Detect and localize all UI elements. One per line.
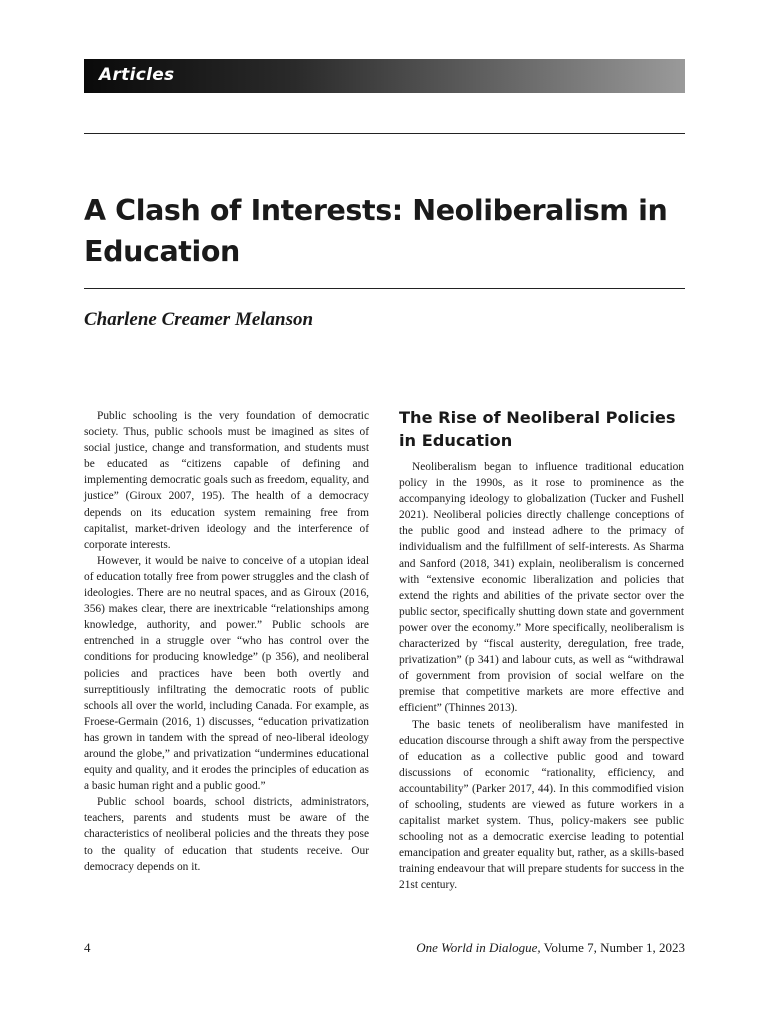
body-paragraph: However, it would be naive to conceive of a utopian ideal of education totally free from power struggles and the clash of ideologies. There are no neutral spaces, and as Giroux (2016, 356) makes clear, there are inextricable “relationships among knowledge, authority, and power.” Public schools are entrenched in a struggle over “who has control over the conditions for producing knowledge” (p 356), and neoliberal policies and practices have been both overtly and surreptitiously infiltrating the democratic roots of public schools all over the world, including Canada. For example, as Froese-Germain (2016, 1) discusses, “education privatization has grown in tandem with the spread of neo-liberal ideology around the globe,” and privatization “undermines educational equity and quality, and it erodes the principles of education as a basic human right and a public good.” [84,554,369,793]
article-title: A Clash of Interests: Neoliberalism in Education [84,194,668,268]
body-paragraph: Public school boards, school districts, administrators, teachers, parents and students must be aware of the characteristics of neoliberal policies and the threats they pose to the quality of education that students receive. Our democracy depends on it. [84,796,369,873]
title-divider [84,288,685,289]
left-column [84,408,369,875]
page-number: 4 [84,940,91,955]
journal-issue: Volume 7, Number 1, 2023 [540,940,685,955]
top-divider [84,133,685,134]
journal-name: One World in Dialogue, [416,940,541,955]
section-banner [84,59,685,93]
right-column [399,408,684,894]
body-paragraph: The basic tenets of neoliberalism have manifested in education discourse through a shift away from the perspective of education as a collective public good and toward discussions of economic “rationality, efficiency, and accountability” (Parker 2017, 44). In this commodified vision of schooling, students are viewed as future workers in a capitalist market system. Thus, policy-makers see public schooling not as a democratic exercise leading to potential emancipation and greater equality but, rather, as a skills-based training endeavour that will prepare students for success in the 21st century. [399,718,684,892]
body-paragraph: Public schooling is the very foundation of democratic society. Thus, public schools must be imagined as sites of social justice, change and transformation, and students must be educated as “citizens capable of defining and implementing democratic goals such as freedom, equality, and justice” (Giroux 2007, 195). The health of a democracy depends on its education system remaining free from capitalist, market-driven ideology and the interference of corporate interests. [84,410,369,551]
journal-citation [416,940,685,956]
article-author: Charlene Creamer Melanson [84,309,314,330]
section-heading: The Rise of Neoliberal Policies in Education [399,408,676,450]
section-label: Articles [99,65,175,85]
body-paragraph: Neoliberalism began to influence traditional education policy in the 1990s, as it rose to prominence as the accompanying ideology to globalization (Tucker and Fushell 2021). Neoliberal policies directly challenge conceptions of the public good and instead adhere to the primacy of individualism and the fulfillment of self-interests. As Sharma and Sanford (2018, 341) explain, neoliberalism is concerned with “extensive economic liberalization and policies that extend the rights and abilities of the private sector over the public sector, specifically shutting down state and government power over the economy.” More specifically, neoliberalism is characterized by “fiscal austerity, deregulation, free trade, privatization” (p 341) and labour cuts, as well as “withdrawal of government from provision of social welfare on the premise that competitive markets are more effective and efficient” (Thinnes 2013). [399,461,684,715]
